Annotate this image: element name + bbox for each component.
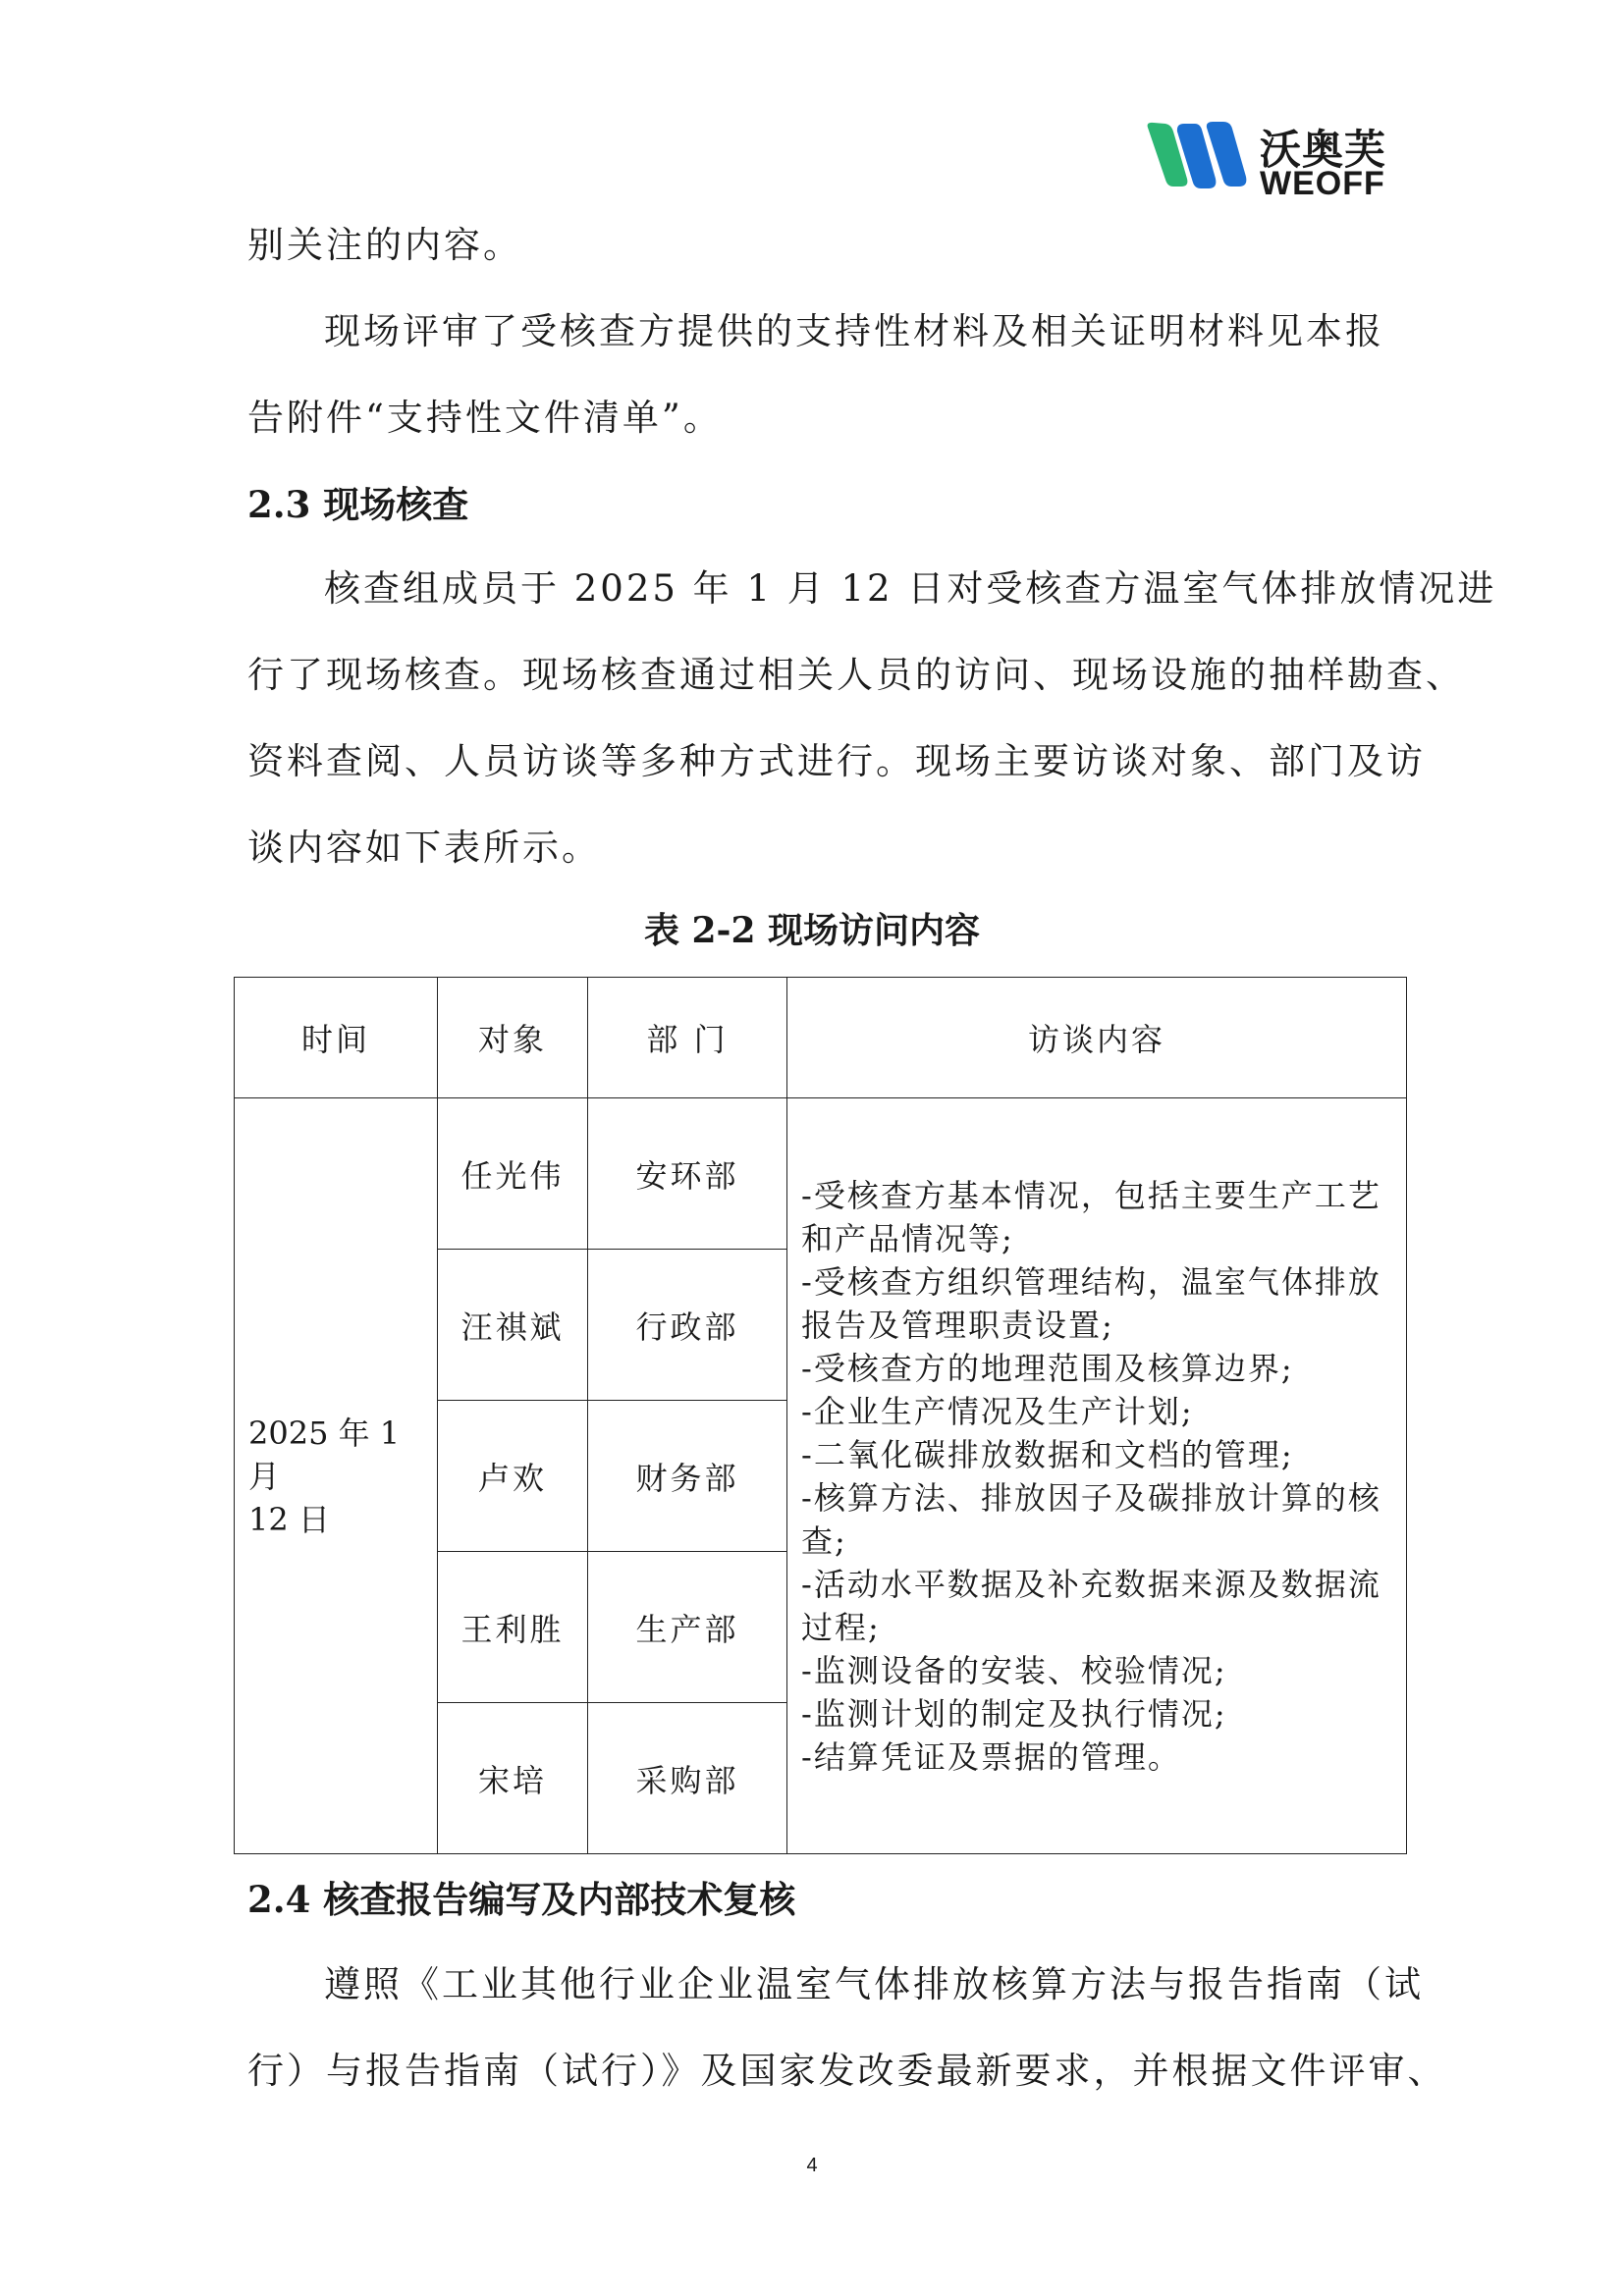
paragraph-line: 资料查阅、人员访谈等多种方式进行。现场主要访谈对象、部门及访 (247, 740, 1426, 782)
interview-table (234, 977, 1407, 1854)
interviewee-name: 汪祺斌 (438, 1250, 588, 1401)
interviewee-department: 财务部 (588, 1401, 787, 1552)
interviewee-name: 卢欢 (438, 1401, 588, 1552)
interview-date-line2: 12 日 (248, 1500, 330, 1538)
paragraph-line: 现场评审了受核查方提供的支持性材料及相关证明材料见本报 (324, 310, 1384, 352)
logo-mark-icon (1144, 118, 1252, 196)
paragraph-line: 行了现场核查。现场核查通过相关人员的访问、现场设施的抽样勘查、 (247, 654, 1465, 696)
interviewee-name: 任光伟 (438, 1098, 588, 1250)
interview-topic: -企业生产情况及生产计划; (801, 1392, 1194, 1430)
header-subject: 对象 (438, 978, 588, 1098)
interviewee-department: 生产部 (588, 1552, 787, 1703)
paragraph-line: 谈内容如下表所示。 (247, 827, 601, 869)
interviewee-department: 采购部 (588, 1703, 787, 1854)
header-department: 部 门 (588, 978, 787, 1098)
interview-topic: -核算方法、排放因子及碳排放计算的核查; (801, 1478, 1381, 1560)
interview-date-cell (235, 1098, 438, 1854)
interviewee-department: 安环部 (588, 1098, 787, 1250)
interview-topic: -结算凭证及票据的管理。 (801, 1737, 1181, 1776)
table-row (235, 1098, 1407, 1250)
paragraph-line: 核查组成员于 2025 年 1 月 12 日对受核查方温室气体排放情况进 (324, 567, 1497, 610)
interview-topic: -二氧化碳排放数据和文档的管理; (801, 1435, 1294, 1473)
interviewee-name: 宋培 (438, 1703, 588, 1854)
interview-topic: -受核查方的地理范围及核算边界; (801, 1349, 1294, 1387)
paragraph-line: 别关注的内容。 (247, 224, 522, 266)
interviewee-name: 王利胜 (438, 1552, 588, 1703)
interview-topic: -监测计划的制定及执行情况; (801, 1694, 1227, 1733)
logo-chinese-name: 沃奥芙 (1260, 126, 1387, 174)
section-heading-2-4: 2.4 核查报告编写及内部技术复核 (247, 1878, 796, 1921)
logo-english-name: WEOFF (1260, 165, 1385, 202)
header-content: 访谈内容 (787, 978, 1407, 1098)
table-header-row (235, 978, 1407, 1098)
interview-topic: -受核查方组织管理结构，温室气体排放报告及管理职责设置; (801, 1262, 1381, 1344)
paragraph-line: 告附件“支持性文件清单”。 (247, 397, 723, 439)
interview-date-line1: 2025 年 1 月 (248, 1414, 401, 1495)
page-number: 4 (806, 2155, 818, 2176)
company-logo (1144, 118, 1399, 206)
interviewee-department: 行政部 (588, 1250, 787, 1401)
interview-topic: -受核查方基本情况，包括主要生产工艺和产品情况等; (801, 1176, 1381, 1257)
section-heading-2-3: 2.3 现场核查 (247, 483, 469, 526)
table-caption: 表 2-2 现场访问内容 (643, 910, 981, 951)
interview-topic: -活动水平数据及补充数据来源及数据流过程; (801, 1565, 1381, 1646)
paragraph-line: 遵照《工业其他行业企业温室气体排放核算方法与报告指南（试 (324, 1963, 1424, 2005)
interview-content-cell (787, 1098, 1407, 1854)
interview-topic: -监测设备的安装、校验情况; (801, 1651, 1227, 1689)
header-time: 时间 (235, 978, 438, 1098)
paragraph-line: 行）与报告指南（试行）》及国家发改委最新要求，并根据文件评审、 (247, 2050, 1447, 2092)
